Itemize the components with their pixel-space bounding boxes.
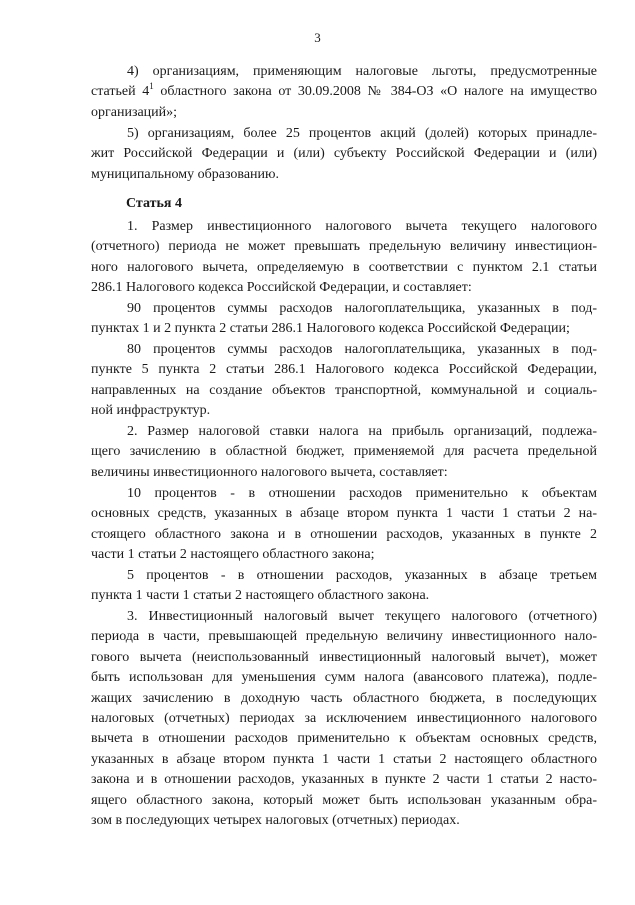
paragraph-2: [91, 422, 597, 483]
list-item-4: [91, 62, 597, 123]
paragraph-2-sub-5: [91, 566, 597, 607]
paragraph-2-sub-10: [91, 484, 597, 566]
text-line: стоящего областного закона и в отношении расходов, указанных в пункте 2: [91, 526, 597, 542]
text-line: величины инвестиционного налогового вычета, составляет:: [91, 464, 448, 480]
text-line: указанных в абзаце втором пункта 1 части 1 статьи 2 настоящего областного: [91, 751, 597, 767]
article-heading: Статья 4: [126, 196, 182, 211]
text-line: (отчетного) периода не может превышать предельную величину инвестицион-: [91, 239, 597, 255]
text-line: ящего областного закона, который может быть использован указанным обра-: [91, 792, 597, 808]
text-line: организаций»;: [91, 104, 178, 120]
text-line: 4) организациям, применяющим налоговые льготы, предусмотренные: [127, 64, 597, 79]
text-line: ной инфраструктур.: [91, 403, 211, 419]
text-line: части 1 статьи 2 настоящего областного закона;: [91, 547, 375, 563]
paragraph-1: [91, 217, 597, 299]
text-line: 80 процентов суммы расходов налогоплательщика, указанных в под-: [127, 342, 597, 357]
text-line: 5 процентов - в отношении расходов, указанных в абзаце третьем: [127, 568, 597, 583]
text-line: основных средств, указанных в абзаце втором пункта 1 части 1 статьи 2 на-: [91, 506, 597, 522]
text-line: 90 процентов суммы расходов налогоплательщика, указанных в под-: [127, 301, 597, 316]
text-line: 3. Инвестиционный налоговый вычет текущего налогового (отчетного): [127, 609, 597, 624]
list-item-5: [91, 124, 597, 185]
text-line: жащих зачислению в доходную часть областного бюджета, в последующих: [91, 690, 597, 706]
text-line: периода в части, превышающей предельную величину инвестиционного нало-: [91, 629, 597, 645]
text-line: налоговых (отчетных) периодах за исключением инвестиционного налогового: [91, 711, 597, 727]
text-line: быть использован для уменьшения сумм налога (авансового платежа), подле-: [91, 670, 597, 686]
text-line: 10 процентов - в отношении расходов применительно к объектам: [127, 486, 597, 501]
text-line: 2. Размер налоговой ставки налога на прибыль организаций, подлежа-: [127, 424, 597, 439]
text-line: 286.1 Налогового кодекса Российской Федерации, и составляет:: [91, 280, 472, 296]
paragraph-1-sub-80: [91, 340, 597, 422]
text-line: зом в последующих четырех налоговых (отчетных) периодах.: [91, 813, 460, 829]
text-line: 1. Размер инвестиционного налогового вычета текущего налогового: [127, 219, 597, 234]
text-line: муниципальному образованию.: [91, 166, 279, 182]
text-line: жит Российской Федерации и (или) субъекту Российской Федерации и (или): [91, 146, 597, 162]
text-line: пункте 5 пункта 2 статьи 286.1 Налогового кодекса Российской Федерации,: [91, 362, 597, 378]
text-line: статьей $4^1$ областного закона от 30.09.2008 № 384-ОЗ «О налоге на имущество: [91, 81, 597, 100]
paragraph-1-sub-90: [91, 299, 597, 340]
superscript: 1: [149, 81, 154, 92]
text-line: щего зачислению в областной бюджет, применяемой для расчета предельной: [91, 444, 597, 460]
text-line: 5) организациям, более 25 процентов акций (долей) которых принадле-: [127, 126, 597, 141]
page-number: 3: [314, 30, 321, 45]
text-line: пункта 1 части 1 статьи 2 настоящего областного закона.: [91, 588, 430, 604]
paragraph-3: [91, 607, 597, 831]
text-line: гового вычета (неиспользованный инвестиционный налоговый вычет), может: [91, 649, 597, 665]
text-line: вычета в отношении расходов применительно к объектам основных средств,: [91, 731, 597, 747]
text-line: закона и в отношении расходов, указанных в пункте 2 части 1 статьи 2 насто-: [91, 772, 597, 788]
text-line: пунктах 1 и 2 пункта 2 статьи 286.1 Налогового кодекса Российской Федерации;: [91, 321, 570, 337]
text-line: ного налогового вычета, определяемую в соответствии с пунктом 2.1 статьи: [91, 259, 597, 275]
text-line: направленных на создание объектов транспортной, коммунальной и социаль-: [91, 382, 597, 398]
